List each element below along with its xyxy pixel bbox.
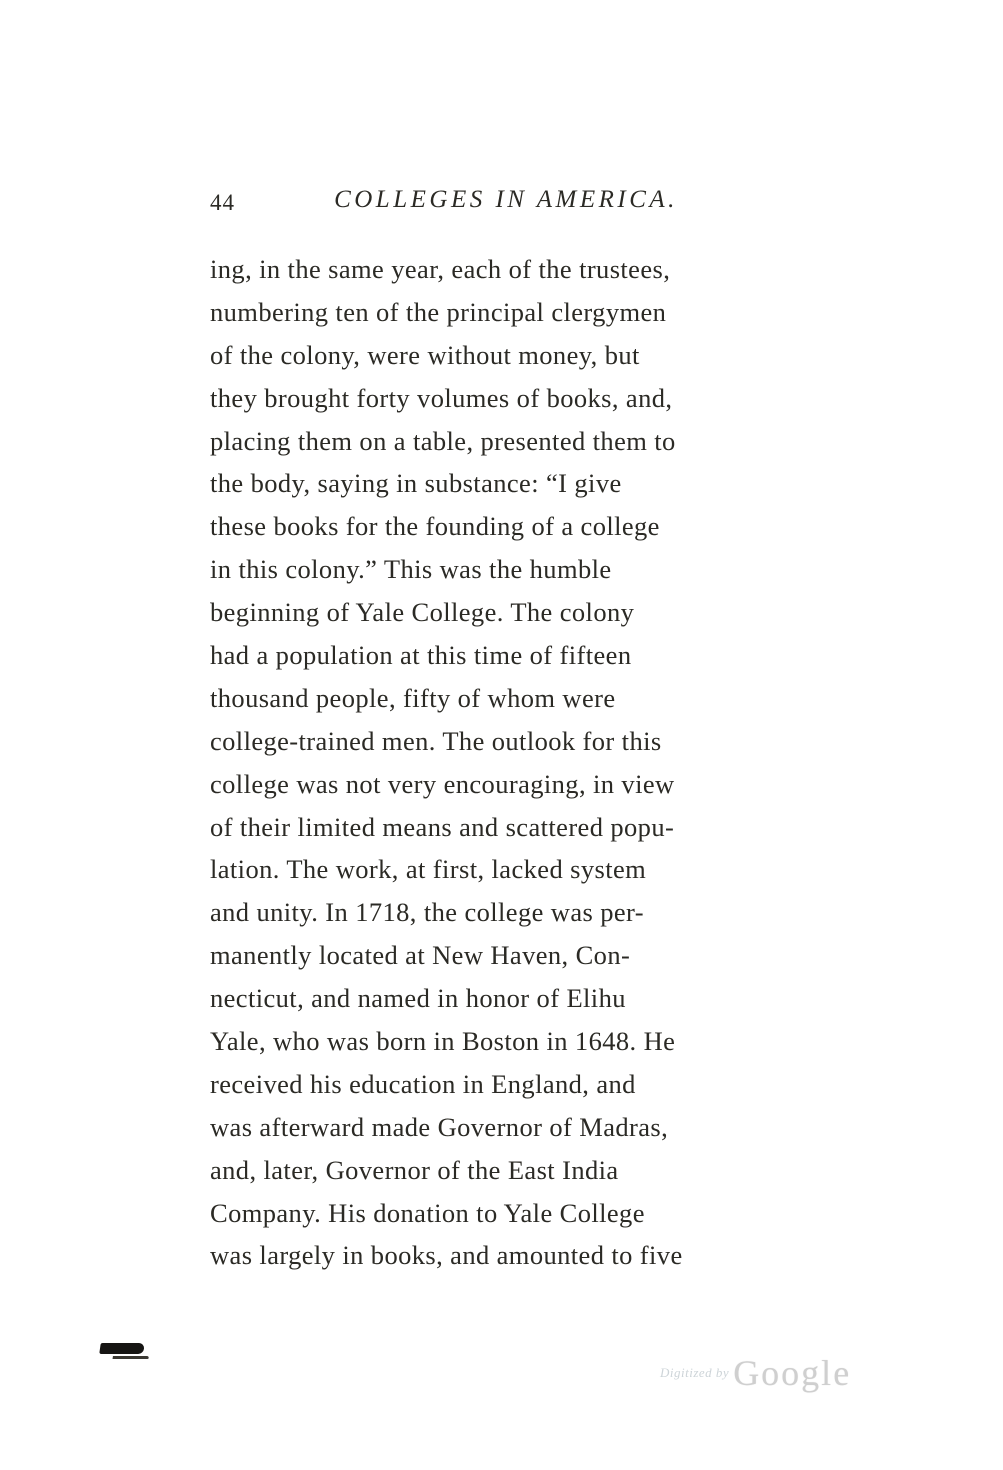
text-line: was afterward made Governor of Madras, bbox=[210, 1111, 669, 1142]
text-line: placing them on a table, presented them to bbox=[210, 425, 676, 456]
text-line: college was not very encouraging, in view bbox=[210, 768, 675, 799]
text-line: lation. The work, at first, lacked system bbox=[210, 854, 647, 885]
scan-artifact bbox=[99, 1343, 145, 1354]
text-line: of the colony, were without money, but bbox=[210, 339, 640, 370]
text-line: college-trained men. The outlook for this bbox=[210, 725, 662, 756]
text-line: in this colony.” This was the humble bbox=[210, 554, 612, 585]
page-number: 44 bbox=[210, 190, 235, 215]
text-line: ing, in the same year, each of the trustees, bbox=[210, 254, 671, 284]
text-line: and, later, Governor of the East India bbox=[210, 1154, 619, 1185]
watermark-text: Digitized by bbox=[660, 1365, 730, 1380]
text-line: was largely in books, and amounted to five bbox=[210, 1240, 683, 1271]
text-line: beginning of Yale College. The colony bbox=[210, 597, 635, 628]
text-line: received his education in England, and bbox=[210, 1068, 636, 1099]
google-watermark bbox=[660, 1352, 920, 1400]
text-line: Company. His donation to Yale College bbox=[210, 1197, 645, 1228]
text-line: thousand people, fifty of whom were bbox=[210, 682, 616, 713]
google-logo-text: Google bbox=[733, 1353, 852, 1393]
text-line: and unity. In 1718, the college was per- bbox=[210, 897, 644, 928]
text-line: Yale, who was born in Boston in 1648. He bbox=[210, 1026, 676, 1057]
running-title: COLLEGES IN AMERICA. bbox=[334, 186, 678, 213]
text-line: these books for the founding of a college bbox=[210, 511, 660, 542]
body-text bbox=[210, 248, 802, 1277]
text-line: the body, saying in substance: “I give bbox=[210, 468, 622, 499]
page-header bbox=[210, 186, 802, 220]
text-line: numbering ten of the principal clergymen bbox=[210, 296, 667, 327]
text-line: they brought forty volumes of books, and, bbox=[210, 382, 673, 413]
text-line: necticut, and named in honor of Elihu bbox=[210, 983, 626, 1014]
text-line: manently located at New Haven, Con- bbox=[210, 940, 631, 971]
text-line: had a population at this time of fifteen bbox=[210, 640, 632, 671]
text-line: of their limited means and scattered popu- bbox=[210, 811, 675, 842]
